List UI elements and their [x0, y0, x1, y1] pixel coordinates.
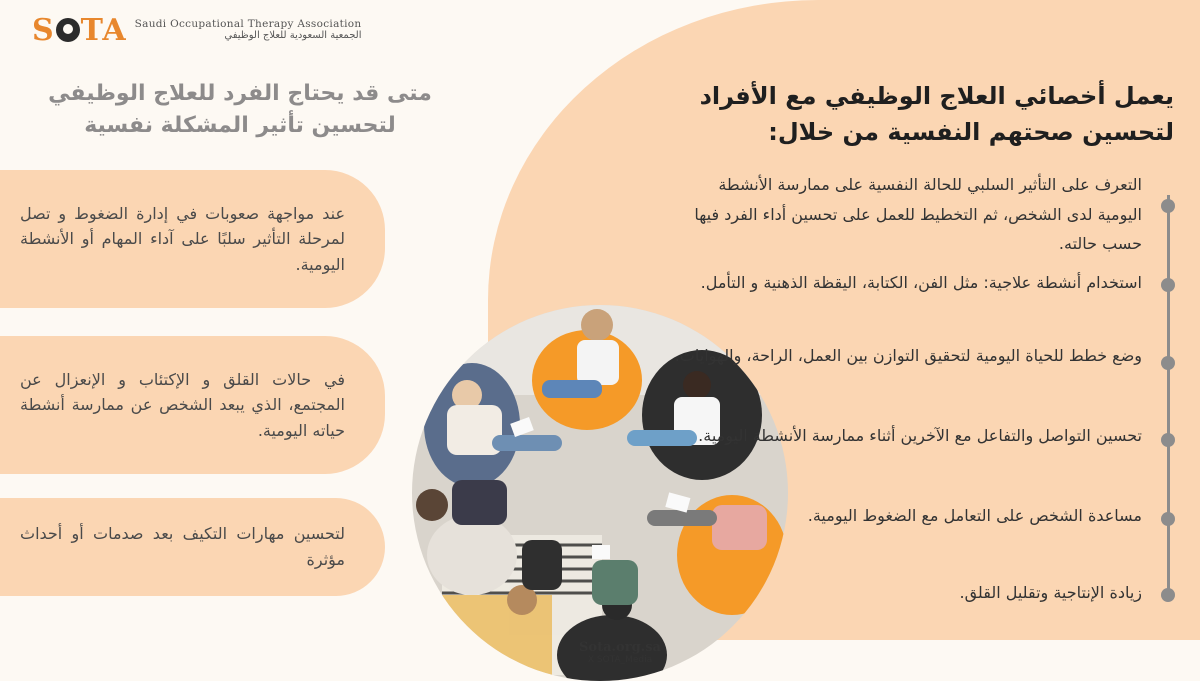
- sota-logo[interactable]: [32, 12, 362, 48]
- website-link[interactable]: Sota.org.sa: [579, 640, 661, 655]
- benefit-item-5: مساعدة الشخص على التعامل مع الضغوط اليومية.: [807, 506, 1142, 525]
- need-card-text: في حالات القلق و الإكتئاب و الإنعزال عن المجتمع، الذي يبعد الشخص عن ممارسة أنشطة حياته اليومية.: [20, 369, 345, 440]
- timeline-dot: [1161, 512, 1175, 526]
- benefit-item-1: التعرف على التأثير السلبي للحالة النفسية على ممارسة الأنشطة اليومية لدى الشخص، ثم التخطيط للعمل على تحسين أداء الفرد فيها حسب حالته.: [694, 175, 1142, 254]
- need-card-3: [0, 498, 385, 596]
- timeline-dot: [1161, 356, 1175, 370]
- timeline-dot: [1161, 278, 1175, 292]
- need-card-1: [0, 170, 385, 308]
- benefit-item-3: وضع خطط للحياة اليومية لتحقيق التوازن بين العمل، الراحة، والهوايات.: [674, 346, 1142, 365]
- timeline-dot: [1161, 433, 1175, 447]
- logo-letter-s: S: [32, 12, 55, 48]
- benefit-item-2: استخدام أنشطة علاجية: مثل الفن، الكتابة، اليقظة الذهنية و التأمل.: [700, 273, 1142, 292]
- need-card-2: [0, 336, 385, 474]
- timeline-dot: [1161, 588, 1175, 602]
- left-heading: متى قد يحتاج الفرد للعلاج الوظيفي لتحسين تأثير المشكلة نفسية: [48, 81, 432, 138]
- right-heading: يعمل أخصائي العلاج الوظيفي مع الأفراد لتحسين صحتهم النفسية من خلال:: [699, 82, 1174, 146]
- benefit-item-6: زيادة الإنتاجية وتقليل القلق.: [959, 583, 1142, 602]
- social-handle[interactable]: X SOTA_Media: [587, 655, 653, 665]
- logo-arabic-name: الجمعية السعودية للعلاج الوظيفي: [224, 30, 362, 42]
- logo-mark: [32, 13, 127, 48]
- timeline-line: [1167, 195, 1170, 600]
- logo-letters-ta: TA: [80, 12, 127, 48]
- logo-english-name: Saudi Occupational Therapy Association: [134, 17, 362, 30]
- footer: [560, 640, 680, 665]
- need-card-text: لتحسين مهارات التكيف بعد صدمات أو أحداث مؤثرة: [20, 524, 345, 569]
- need-card-text: عند مواجهة صعوبات في إدارة الضغوط و تصل لمرحلة التأثير سلبًا على آداء المهام أو الأنشطة اليومية.: [20, 203, 345, 274]
- benefit-item-4: تحسين التواصل والتفاعل مع الآخرين أثناء ممارسة الأنشطة اليومية.: [698, 426, 1142, 445]
- timeline-dot: [1161, 199, 1175, 213]
- logo-o-icon: [56, 18, 80, 42]
